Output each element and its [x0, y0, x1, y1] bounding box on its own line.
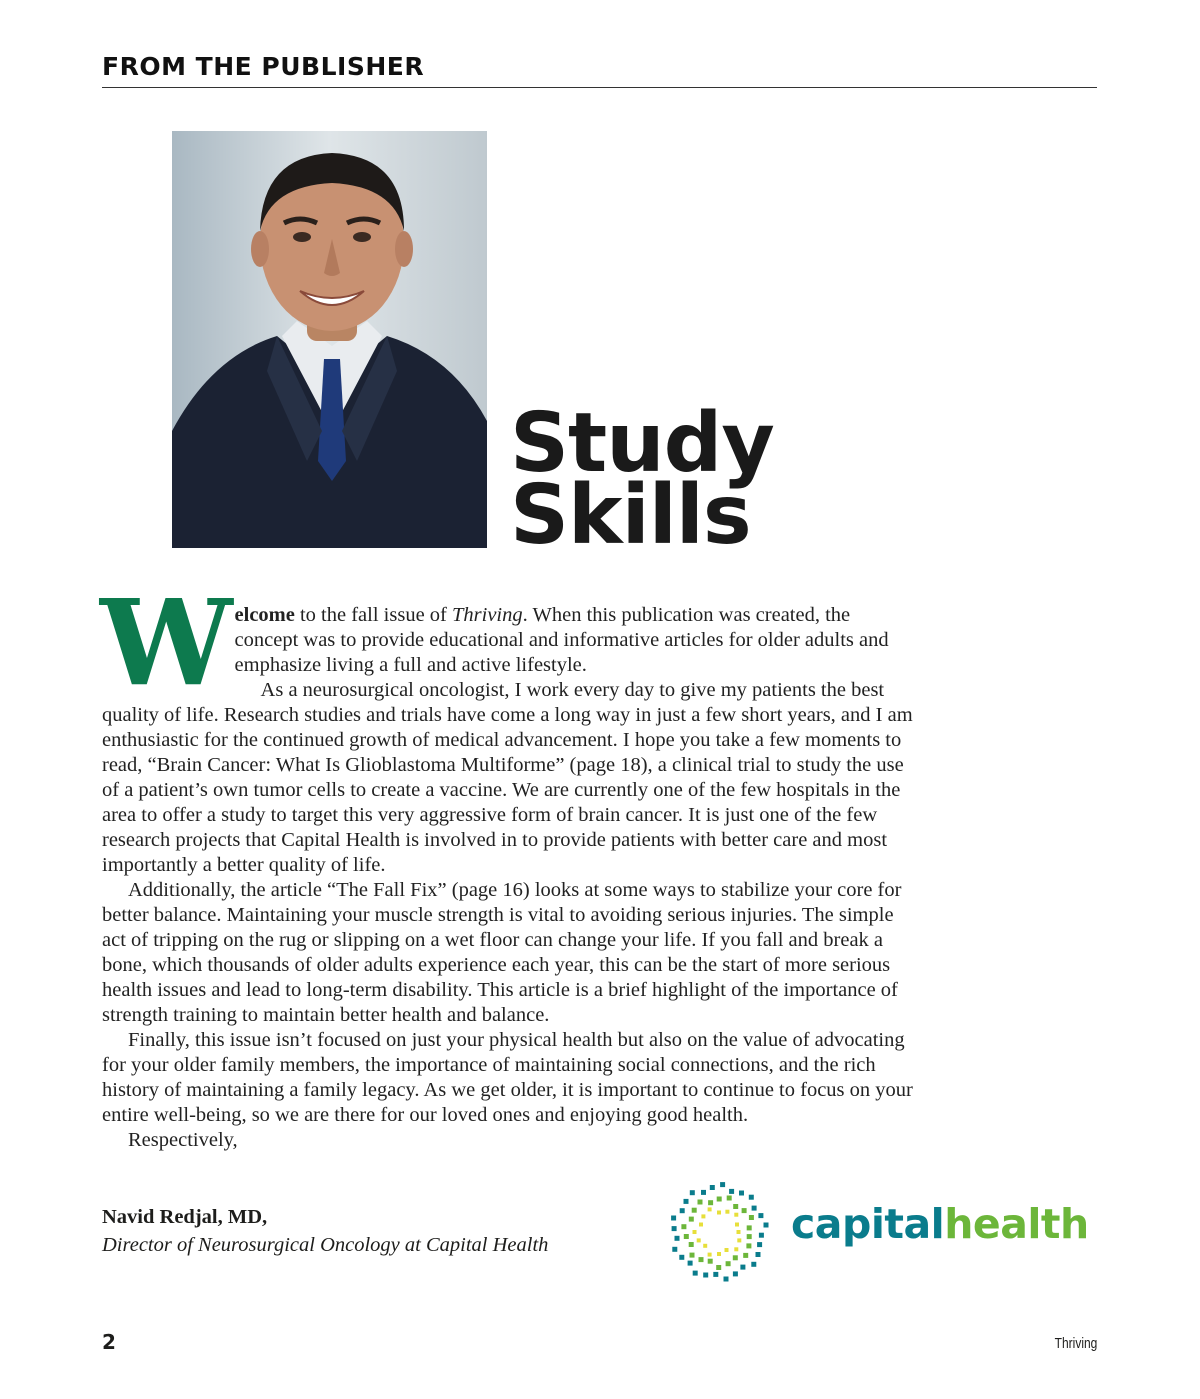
sunburst-icon — [665, 1180, 775, 1284]
sunburst-dot — [734, 1247, 738, 1251]
sunburst-dot — [757, 1242, 762, 1247]
sunburst-dot — [747, 1234, 752, 1239]
sunburst-dot — [717, 1252, 721, 1256]
sunburst-dot — [713, 1272, 718, 1277]
sunburst-dot — [698, 1200, 703, 1205]
sunburst-dot — [756, 1252, 761, 1257]
sunburst-dot — [675, 1236, 680, 1241]
magazine-name: Thriving — [1054, 1335, 1097, 1352]
closing: Respectively, — [128, 1129, 238, 1151]
sunburst-dot — [693, 1271, 698, 1276]
sunburst-dot — [717, 1197, 722, 1202]
signature-title: Director of Neurosurgical Oncology at Capital Health — [102, 1234, 549, 1256]
publisher-portrait — [172, 131, 487, 548]
sunburst-dot — [671, 1216, 676, 1221]
capital-health-logo — [665, 1180, 1089, 1284]
portrait-illustration — [172, 131, 487, 548]
sunburst-dot — [716, 1265, 721, 1270]
sunburst-dot — [708, 1259, 713, 1264]
signature — [102, 1203, 548, 1259]
sunburst-dot — [759, 1233, 764, 1238]
logo-word-health: health — [944, 1200, 1089, 1248]
sunburst-dot — [758, 1213, 763, 1218]
sunburst-dot — [708, 1253, 712, 1257]
sunburst-dot — [692, 1208, 697, 1213]
paragraph-1-text-b: . When this publication was created, the concept was to provide educational and informative articles for older adults and emphasize living a full and active lifestyle. — [234, 604, 889, 676]
logo-word-capital: capital — [791, 1200, 945, 1248]
section-title: FROM THE PUBLISHER — [102, 52, 425, 81]
sunburst-dot — [684, 1234, 689, 1239]
paragraph-2: As a neurosurgical oncologist, I work every day to give my patients the best quality of life. Research studies and trials have come a long way in just a few short years, and I am enthusiastic for the continued growth of medical advancement. I hope you take a few moments to read, “Brain Cancer: What Is Glioblastoma Multiforme” (page 18), a clinical trial to study the use of a patient’s own tumor cells to create a vaccine. We are currently one of the few hospitals in the area to offer a study to target this very aggressive form of brain cancer. It is just one of the few research projects that Capital Health is involved in to provide patients with better care and most importantly a better quality of life. — [102, 679, 913, 876]
sunburst-dot — [699, 1257, 704, 1262]
logo-wordmark — [791, 1200, 1089, 1248]
sunburst-dot — [726, 1261, 731, 1266]
sunburst-dot — [752, 1206, 757, 1211]
sunburst-dot — [733, 1255, 738, 1260]
sunburst-dot — [751, 1262, 756, 1267]
sunburst-dot — [701, 1190, 706, 1195]
magazine-title-italic: Thriving — [452, 604, 523, 626]
sunburst-dot — [720, 1182, 725, 1187]
sunburst-dot — [746, 1243, 751, 1248]
sunburst-dot — [710, 1185, 715, 1190]
dropcap: W — [100, 573, 229, 712]
sunburst-dot — [708, 1200, 713, 1205]
sunburst-dot — [734, 1213, 738, 1217]
article-body — [100, 573, 917, 1153]
sunburst-dot — [689, 1242, 694, 1247]
sunburst-dot — [740, 1265, 745, 1270]
headline-line-2: Skills — [510, 468, 751, 563]
paragraph-1-text-a: to the fall issue of — [294, 604, 452, 626]
sunburst-dot — [697, 1238, 701, 1242]
signature-name: Navid Redjal, MD, — [102, 1206, 268, 1228]
sunburst-dot — [672, 1247, 677, 1252]
sunburst-dot — [725, 1248, 729, 1252]
sunburst-dot — [724, 1277, 729, 1282]
sunburst-dot — [699, 1223, 703, 1227]
sunburst-dot — [680, 1208, 685, 1213]
sunburst-dot — [684, 1199, 689, 1204]
sunburst-dot — [729, 1189, 734, 1194]
page-number: 2 — [102, 1330, 116, 1354]
sunburst-dot — [735, 1223, 739, 1227]
sunburst-dot — [733, 1204, 738, 1209]
sunburst-dot — [733, 1271, 738, 1276]
sunburst-dot — [672, 1226, 677, 1231]
sunburst-dot — [689, 1217, 694, 1222]
sunburst-dot — [688, 1261, 693, 1266]
sunburst-dot — [725, 1210, 729, 1214]
sunburst-dot — [742, 1208, 747, 1213]
sunburst-dot — [703, 1244, 707, 1248]
sunburst-dot — [749, 1215, 754, 1220]
sunburst-dot — [701, 1214, 705, 1218]
sunburst-dot — [681, 1224, 686, 1229]
paragraph-4: Finally, this issue isn’t focused on just your physical health but also on the value of advocating for your older family members, the importance of maintaining social connections, and the rich history of maintaining a family legacy. As we get older, it is important to continue to focus on your entire well-being, so we are there for our loved ones and enjoying good health. — [102, 1029, 913, 1126]
headline — [510, 396, 774, 563]
sunburst-dot — [708, 1207, 712, 1211]
sunburst-dot — [764, 1223, 769, 1228]
sunburst-dot — [690, 1253, 695, 1258]
sunburst-dot — [743, 1253, 748, 1258]
sunburst-dot — [693, 1230, 697, 1234]
sunburst-dot — [727, 1196, 732, 1201]
lead-word: elcome — [234, 604, 295, 626]
sunburst-dot — [737, 1238, 741, 1242]
sunburst-dot — [679, 1255, 684, 1260]
sunburst-dot — [749, 1195, 754, 1200]
sunburst-dot — [739, 1191, 744, 1196]
headline-line-1: Study — [510, 396, 774, 491]
section-header — [102, 52, 1097, 88]
sunburst-dot — [737, 1230, 741, 1234]
sunburst-dot — [703, 1273, 708, 1278]
paragraph-3: Additionally, the article “The Fall Fix” (page 16) looks at some ways to stabilize your core for better balance. Maintaining your muscle strength is vital to avoiding serious injuries. The simple act of tripping on the rug or slipping on a wet floor can change your life. If you fall and break a bone, which thousands of older adults experience each year, this can be the start of more serious health issues and lead to long-term disability. This article is a brief highlight of the importance of strength training to maintain better health and balance. — [102, 879, 902, 1026]
sunburst-dot — [690, 1190, 695, 1195]
sunburst-dot — [717, 1211, 721, 1215]
sunburst-dot — [747, 1225, 752, 1230]
